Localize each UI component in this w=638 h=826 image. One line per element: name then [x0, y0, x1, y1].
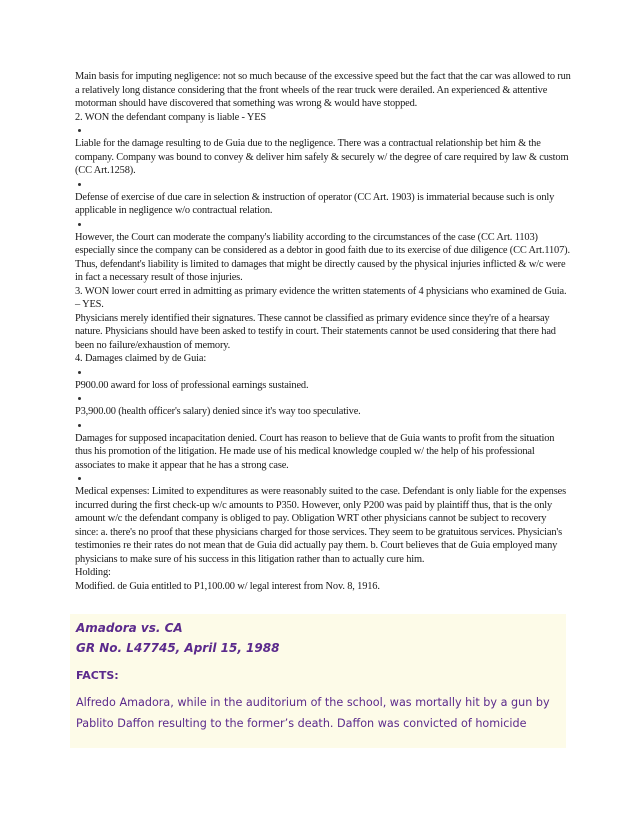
bullet-marker [75, 218, 571, 231]
bullet-marker [75, 124, 571, 137]
paragraph-award-900: P900.00 award for loss of professional earnings sustained. [75, 379, 309, 391]
bullet-marker [75, 419, 571, 432]
bullet-marker [75, 178, 571, 191]
case-gr-number: GR No. L47745, April 15, 1988 [76, 641, 280, 655]
paragraph-incapacitation: Damages for supposed incapacitation denied. Court has reason to believe that de Guia wants to profit from the situation thus his promotion of the litigation. He made use of his medical knowledge coupled w/ the help of his professional associates to make it appear that he has a strong case. [75, 432, 555, 471]
issue-4-heading: 4. Damages claimed by de Guia: [75, 353, 207, 364]
paragraph-negligence-basis: Main basis for imputing negligence: not so much because of the excessive speed but the fact that the car was allowed to run a relatively long distance considering that the front wheels of the rear truck were derailed. An experienced & attentive motorman should have discovered that something was wrong & would have stopped. [75, 71, 571, 109]
issue-2-heading: 2. WON the defendant company is liable - YES [75, 111, 267, 123]
case-digest-box [70, 614, 566, 748]
document-body [75, 70, 571, 593]
holding-label: Holding: [75, 567, 111, 578]
facts-label: FACTS: [76, 669, 119, 682]
paragraph-medical-expenses: Medical expenses: Limited to expenditures as were reasonably suited to the case. Defendant is only liable for the expenses incurred during the first check-up w/c amounts to P350. However, only P200 was paid by plaintiff thus, that is the only amount w/c the defendant company is obliged to pay. Obligation WRT other physicians cannot be subject to recovery since: a. there's no proof that these physicians charged for those services. They seem to be gratuitous services. Physician's testimonies re their rates do not mean that de Guia did actually pay them. b. Court believes that de Guia employed many physicians to make sure of his success in this litigation rather than to actually cure him. [75, 486, 566, 565]
holding-text: Modified. de Guia entitled to P1,100.00 w/ legal interest from Nov. 8, 1916. [75, 580, 380, 592]
paragraph-salary-denied: P3,900.00 (health officer's salary) denied since it's way too speculative. [75, 406, 361, 417]
paragraph-moderate-liability: However, the Court can moderate the company's liability according to the circumstances of the case (CC Art. 1103) especially since the company can be considered as a debtor in good faith due to its exercise of due diligence (CC Art.1107). Thus, defendant's liability is limited to damages that might be directly caused by the physical injuries inflicted & w/c were in fact a necessary result of those injuries. [75, 231, 570, 283]
paragraph-physicians: Physicians merely identified their signatures. These cannot be classified as primary evidence since they're of a hearsay nature. Physicians should have been asked to testify in court. Their statements cannot be used considering that there had been no failure/exhaustion of memory. [75, 312, 556, 351]
paragraph-liability: Liable for the damage resulting to de Guia due to the negligence. There was a contractual relationship bet him & the company. Company was bound to convey & deliver him safely & securely w/ the degree of care required by law & custom (CC Art.1258). [75, 138, 569, 176]
bullet-marker [75, 366, 571, 379]
bullet-marker [75, 392, 571, 405]
bullet-marker [75, 472, 571, 485]
case-title: Amadora vs. CA [76, 621, 183, 635]
paragraph-due-care-defense: Defense of exercise of due care in selection & instruction of operator (CC Art. 1903) is immaterial because such is only applicable in negligence w/o contractual relation. [75, 191, 555, 216]
issue-3-heading: 3. WON lower court erred in admitting as primary evidence the written statements of 4 physicians who examined de Guia. – YES. [75, 285, 567, 310]
facts-text: Alfredo Amadora, while in the auditorium of the school, was mortally hit by a gun by Pablito Daffon resulting to the former’s death. Daffon was convicted of homicide [76, 696, 550, 730]
